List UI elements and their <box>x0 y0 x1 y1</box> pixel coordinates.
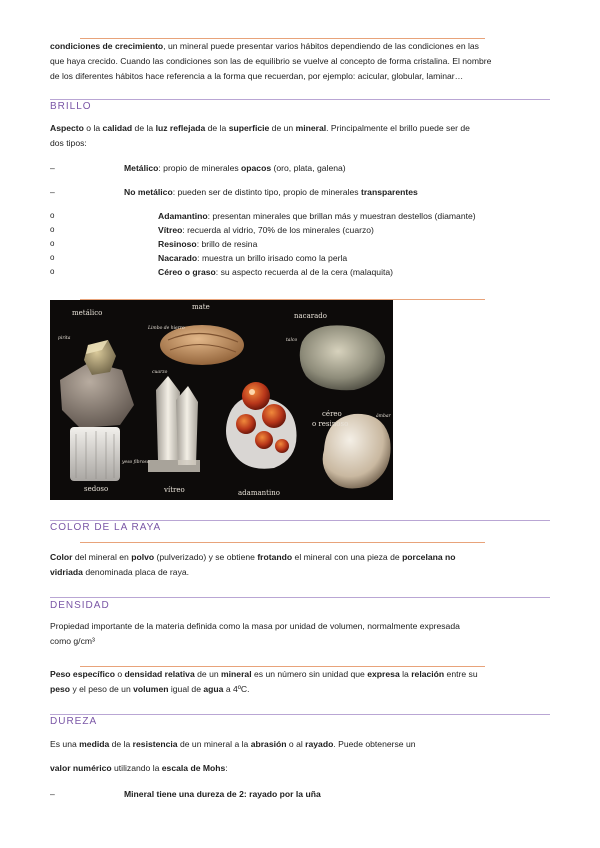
bold-text: Peso específico <box>50 669 115 679</box>
text: entre su <box>444 669 478 679</box>
text: de la <box>109 739 133 749</box>
circle-bullet: o <box>50 239 55 248</box>
section-heading-raya: COLOR DE LA RAYA <box>50 522 162 533</box>
text: de un mineral a la <box>177 739 251 749</box>
bold-text: resistencia <box>132 739 178 749</box>
text: : presentan minerales que brillan más y muestran destellos (diamante) <box>207 211 476 221</box>
peso-especifico-paragraph <box>50 667 550 697</box>
text: la <box>399 669 412 679</box>
bold-text: Color <box>50 552 73 562</box>
circle-bullet: o <box>50 267 55 276</box>
list-item-metalico <box>124 162 346 174</box>
bold-text: condiciones de crecimiento <box>50 41 164 51</box>
text: : su aspecto recuerda al de la cera (malaquita) <box>215 267 394 277</box>
bold-text: mineral <box>295 123 327 133</box>
raya-paragraph <box>50 550 550 580</box>
section-heading-dureza: DUREZA <box>50 716 98 727</box>
label-vitreo: vítreo <box>164 486 185 494</box>
text: o <box>114 669 125 679</box>
section-rule <box>50 99 550 100</box>
bold-text: calidad <box>102 123 133 133</box>
bold-text: densidad relativa <box>124 669 195 679</box>
garnet-sparkle <box>249 389 255 395</box>
label-limbo: Limbo de hierro <box>148 326 185 331</box>
bold-text: Nacarado <box>158 253 198 263</box>
list-item-vitreo <box>158 224 374 236</box>
label-cuarzo: cuarzo <box>152 370 168 375</box>
bold-text: peso <box>50 684 71 694</box>
text: de la <box>205 123 229 133</box>
text: dos tipos: <box>50 138 87 148</box>
bold-text: abrasión <box>250 739 287 749</box>
text: de un <box>269 123 296 133</box>
dash-bullet: – <box>50 163 55 173</box>
section-rule <box>50 520 550 521</box>
bold-text: medida <box>79 739 110 749</box>
list-item-resinoso <box>158 238 257 250</box>
label-pirita: pirita <box>58 336 71 341</box>
bold-text: Mineral tiene una dureza de 2: rayado por la uña <box>124 789 321 799</box>
list-item-nacarado <box>158 252 347 264</box>
dash-bullet: – <box>50 789 55 799</box>
list-item-dureza-2 <box>124 788 321 800</box>
text: del mineral en <box>72 552 132 562</box>
list-item-cereo <box>158 266 393 278</box>
bold-text: mineral <box>221 669 252 679</box>
quartz-crystal <box>156 376 180 460</box>
text: o la <box>83 123 103 133</box>
text: que haya crecido. Cuando las condiciones son las de equilibrio se vuelve al concepto de forma cristalina. El nombre <box>50 56 492 66</box>
circle-bullet: o <box>50 211 55 220</box>
bold-text: No metálico <box>124 187 173 197</box>
text: . Puede obtenerse un <box>333 739 416 749</box>
text: el mineral con una pieza de <box>292 552 403 562</box>
label-yeso: yeso fibroso <box>122 460 150 465</box>
text: , un mineral puede presentar varios hábitos dependiendo de las condiciones en las <box>163 41 479 51</box>
text: : muestra un brillo irisado como la perla <box>197 253 348 263</box>
quartz-crystal <box>176 386 198 465</box>
bold-text: relación <box>411 669 445 679</box>
circle-bullet: o <box>50 225 55 234</box>
section-heading-densidad: DENSIDAD <box>50 600 110 611</box>
mineral-illustration <box>50 300 393 500</box>
bold-text: polvo <box>131 552 155 562</box>
label-resinoso: o resinoso <box>312 420 349 428</box>
bold-text: escala de Mohs <box>161 763 226 773</box>
dureza-line-1 <box>50 738 416 750</box>
bold-text: transparentes <box>360 187 418 197</box>
intro-paragraph <box>50 39 550 84</box>
garnet-crystal <box>255 431 273 449</box>
text: igual de <box>168 684 204 694</box>
bold-text: volumen <box>133 684 169 694</box>
garnet-crystal <box>236 414 256 434</box>
text: (oro, plata, galena) <box>271 163 346 173</box>
text: o al <box>286 739 306 749</box>
label-nacarado: nacarado <box>294 312 327 320</box>
text: como g/cm³ <box>50 636 95 646</box>
garnet-crystal <box>242 382 270 410</box>
mineral-luster-photo <box>50 300 393 500</box>
dureza-line-2 <box>50 762 228 774</box>
densidad-paragraph <box>50 619 550 649</box>
nacarado-mineral <box>300 325 385 390</box>
text: de un <box>194 669 222 679</box>
text: utilizando la <box>111 763 162 773</box>
text: y el peso de un <box>70 684 134 694</box>
section-heading-brillo: BRILLO <box>50 101 92 112</box>
text: : recuerda al vidrio, 70% de los minerales (cuarzo) <box>182 225 374 235</box>
bold-text: luz reflejada <box>155 123 206 133</box>
bold-text: expresa <box>367 669 400 679</box>
sedoso-mineral <box>70 427 120 481</box>
label-talco: talco <box>286 338 298 343</box>
text: es un número sin unidad que <box>251 669 368 679</box>
text: Es una <box>50 739 80 749</box>
label-cereo: céreo <box>322 410 342 418</box>
orange-rule <box>80 542 485 543</box>
label-mate: mate <box>192 303 210 311</box>
label-sedoso: sedoso <box>84 485 109 493</box>
bold-text: frotando <box>257 552 293 562</box>
bold-text: agua <box>203 684 224 694</box>
list-item-adamantino <box>158 210 476 222</box>
text: de la <box>132 123 156 133</box>
text: Propiedad importante de la materia definida como la masa por unidad de volumen, normalmente expresada <box>50 621 460 631</box>
bold-text: Adamantino <box>158 211 208 221</box>
circle-bullet: o <box>50 253 55 262</box>
section-rule <box>50 714 550 715</box>
bold-text: opacos <box>241 163 272 173</box>
bold-text: porcelana no <box>402 552 456 562</box>
section-rule <box>50 597 550 598</box>
list-item-no-metalico <box>124 186 418 198</box>
text: : brillo de resina <box>196 239 258 249</box>
label-ambar: ámbar <box>376 414 391 419</box>
garnet-crystal <box>275 439 289 453</box>
label-adamantino: adamantino <box>238 489 280 497</box>
label-metalico: metálico <box>72 309 103 317</box>
bold-text: Metálico <box>124 163 159 173</box>
mate-mineral <box>160 325 244 365</box>
text: (pulverizado) y se obtiene <box>154 552 258 562</box>
text: . Principalmente el brillo puede ser de <box>326 123 470 133</box>
text: : propio de minerales <box>158 163 242 173</box>
bold-text: vidriada <box>50 567 83 577</box>
bold-text: superficie <box>228 123 270 133</box>
bold-text: rayado <box>305 739 334 749</box>
bold-text: Vítreo <box>158 225 183 235</box>
dash-bullet: – <box>50 187 55 197</box>
text: a 4ºC. <box>223 684 250 694</box>
bold-text: Céreo o graso <box>158 267 216 277</box>
text: : pueden ser de distinto tipo, propio de minerales <box>172 187 361 197</box>
brillo-paragraph <box>50 121 550 151</box>
bold-text: Aspecto <box>50 123 84 133</box>
garnet-crystal <box>262 404 286 428</box>
text: de los diferentes hábitos hace referencia a la forma que recuerdan, por ejemplo: acicular, globular, laminar… <box>50 71 464 81</box>
quartz-base <box>148 460 200 472</box>
bold-text: valor numérico <box>50 763 112 773</box>
text: denominada placa de raya. <box>82 567 190 577</box>
bold-text: Resinoso <box>158 239 197 249</box>
text: : <box>225 763 228 773</box>
